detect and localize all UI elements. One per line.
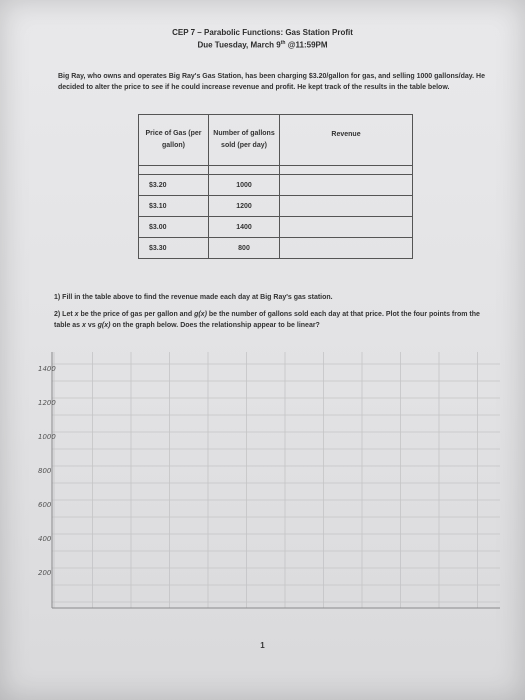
y-axis-label: 600 <box>38 501 52 509</box>
y-axis-label: 1200 <box>38 399 56 407</box>
intro-paragraph: Big Ray, who owns and operates Big Ray's Gas Station, has been charging $3.20/gallon for gas, and selling 1000 gallons/day. He decided to alter the price to see if he could increase revenue and profit. He kept track of the results in the table below. <box>58 73 485 91</box>
y-axis-label: 800 <box>38 467 52 475</box>
q2-var: x <box>74 311 79 318</box>
cell-price: $3.10 <box>139 196 209 217</box>
q2-text: be the number of gallons sold each day at that price. Plot the four points from the table as <box>54 311 480 329</box>
cell-gallons: 1400 <box>209 217 280 238</box>
q2-text: vs <box>85 321 98 329</box>
header-revenue: Revenue <box>280 115 413 166</box>
y-axis-label: 1400 <box>38 365 56 373</box>
question-1: 1) Fill in the table above to find the revenue made each day at Big Ray's gas station. <box>54 294 333 301</box>
cell-price: $3.30 <box>139 238 209 259</box>
cell-price: $3.20 <box>139 175 209 196</box>
due-date-prefix: Due Tuesday, March 9 <box>197 40 281 50</box>
cell-price: $3.00 <box>139 217 209 238</box>
y-axis-label: 200 <box>38 569 52 577</box>
header-gallons: Number of gallons sold (per day) <box>209 115 280 166</box>
y-axis-label: 400 <box>38 535 52 543</box>
due-date-sup: th <box>280 40 286 46</box>
y-axis-label: 1000 <box>38 433 56 441</box>
cell-gallons: 1200 <box>209 196 280 217</box>
q2-var: x <box>82 321 86 329</box>
q2-text: on the graph below. Does the relationship appear to be linear? <box>110 321 320 329</box>
q2-text: be the price of gas per gallon and <box>78 311 195 318</box>
due-date-suffix: @11:59PM <box>285 40 328 50</box>
q2-func: g(x) <box>97 321 111 329</box>
q2-func: g(x) <box>194 311 207 318</box>
cell-gallons: 800 <box>209 238 280 259</box>
q2-text: 2) Let <box>54 311 75 318</box>
header-price: Price of Gas (per gallon) <box>139 115 209 166</box>
worksheet-title: CEP 7 – Parabolic Functions: Gas Station Profit <box>172 28 353 37</box>
cell-gallons: 1000 <box>209 175 280 196</box>
page-number: 1 <box>260 641 265 650</box>
